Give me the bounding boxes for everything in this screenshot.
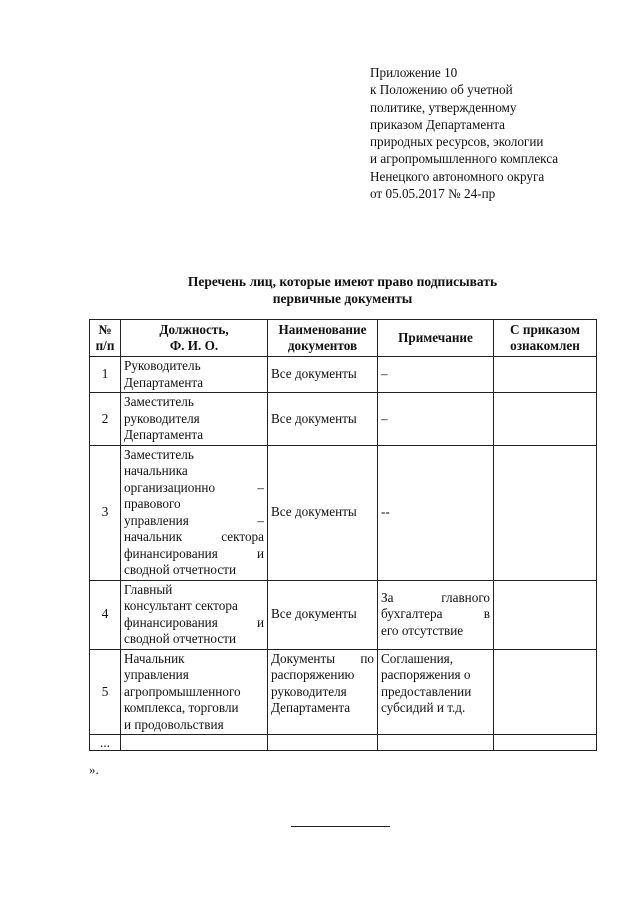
position-line: начальника: [124, 463, 188, 478]
position-line: начальник сектора: [124, 529, 264, 544]
position-line: Начальник: [124, 650, 185, 666]
appendix-line: Приложение 10: [370, 65, 458, 80]
row-position: [121, 735, 268, 751]
closing-rule: [291, 826, 390, 827]
row-position: [121, 649, 268, 735]
row-position: [121, 357, 268, 393]
docs-line: руководителя: [271, 683, 347, 699]
header-docs: [268, 320, 378, 357]
position-line: Главный: [124, 581, 173, 597]
docs-line: распоряжению: [271, 667, 355, 682]
row-docs: Все документы: [268, 357, 378, 393]
position-line: комплекса, торговли: [124, 700, 239, 715]
header-num-line1: №: [98, 322, 112, 337]
note-line: бухгалтера в: [381, 606, 490, 622]
row-num: ...: [90, 735, 121, 751]
position-line: финансирования и: [124, 614, 264, 630]
appendix-line: от 05.05.2017 № 24-пр: [370, 186, 496, 202]
row-docs: Все документы: [268, 393, 378, 446]
header-ack: [494, 320, 597, 357]
row-position: [121, 580, 268, 649]
title-line-2: первичные документы: [272, 291, 413, 306]
row-note: –: [378, 393, 494, 446]
docs-line: Документы по: [271, 650, 374, 666]
appendix-block: [370, 64, 620, 202]
note-line: предоставлении: [381, 683, 472, 699]
note-line: субсидий и т.д.: [381, 700, 466, 715]
row-note: –: [378, 357, 494, 393]
row-ack: [494, 580, 597, 649]
table-row: [90, 735, 597, 751]
header-num: [90, 320, 121, 357]
table-row: [90, 445, 597, 580]
docs-line: Департамента: [271, 700, 351, 715]
header-position-line1: Должность,: [159, 322, 229, 337]
note-line: распоряжения о: [381, 667, 471, 682]
table-row: [90, 649, 597, 735]
position-line: правового: [124, 496, 181, 511]
table-row: [90, 393, 597, 446]
position-line: управления: [124, 667, 189, 682]
row-docs: Все документы: [268, 445, 378, 580]
row-num: 5: [90, 649, 121, 735]
position-line: и продовольствия: [124, 716, 224, 732]
table-row: [90, 580, 597, 649]
header-docs-line2: документов: [287, 338, 358, 353]
appendix-line: и агропромышленного комплекса: [370, 151, 559, 167]
note-line: его отсутствие: [381, 622, 464, 638]
position-line: сводной отчетности: [124, 631, 237, 646]
row-note: [378, 649, 494, 735]
appendix-line: приказом Департамента: [370, 116, 506, 132]
appendix-line: природных ресурсов, экологии: [370, 134, 544, 150]
header-note: Примечание: [378, 320, 494, 357]
position-line: сводной отчетности: [124, 562, 237, 577]
note-line: Соглашения,: [381, 650, 454, 666]
position-line: агропромышленного: [124, 683, 241, 699]
row-position: [121, 393, 268, 446]
position-line: консультант сектора: [124, 598, 238, 613]
row-num: 3: [90, 445, 121, 580]
row-ack: [494, 649, 597, 735]
row-docs: [268, 735, 378, 751]
row-ack: [494, 357, 597, 393]
appendix-line: Ненецкого автономного округа: [370, 168, 545, 184]
appendix-line: политике, утвержденному: [370, 99, 517, 115]
note-line: За главного: [381, 589, 490, 605]
row-note: [378, 735, 494, 751]
row-num: 1: [90, 357, 121, 393]
row-note: [378, 580, 494, 649]
position-line: Заместитель: [124, 394, 194, 409]
header-ack-line2: ознакомлен: [510, 338, 580, 353]
row-docs: Все документы: [268, 580, 378, 649]
appendix-line: к Положению об учетной: [370, 82, 513, 98]
title-line-1: Перечень лиц, которые имеют право подписывать: [187, 274, 498, 289]
row-ack: [494, 393, 597, 446]
row-num: 2: [90, 393, 121, 446]
row-docs: [268, 649, 378, 735]
row-note: --: [378, 445, 494, 580]
position-line: Департамента: [124, 374, 204, 390]
row-num: 4: [90, 580, 121, 649]
row-position: [121, 445, 268, 580]
position-line: Департамента: [124, 427, 204, 442]
position-line: руководителя: [124, 410, 200, 426]
position-line: управления –: [124, 512, 264, 528]
signatories-table: [89, 319, 597, 751]
header-num-line2: п/п: [95, 338, 115, 353]
row-ack: [494, 445, 597, 580]
table-header-row: [90, 320, 597, 357]
header-position-line2: Ф. И. О.: [169, 338, 219, 353]
header-docs-line1: Наименование: [278, 322, 367, 337]
table-row: [90, 357, 597, 393]
document-title: [90, 273, 595, 307]
header-ack-line1: С приказом: [510, 322, 580, 337]
row-ack: [494, 735, 597, 751]
closing-quote: ».: [89, 762, 99, 777]
position-line: Руководитель: [124, 358, 201, 373]
header-position: [121, 320, 268, 357]
position-line: Заместитель: [124, 446, 194, 462]
position-line: организационно –: [124, 479, 264, 495]
position-line: финансирования и: [124, 545, 264, 561]
